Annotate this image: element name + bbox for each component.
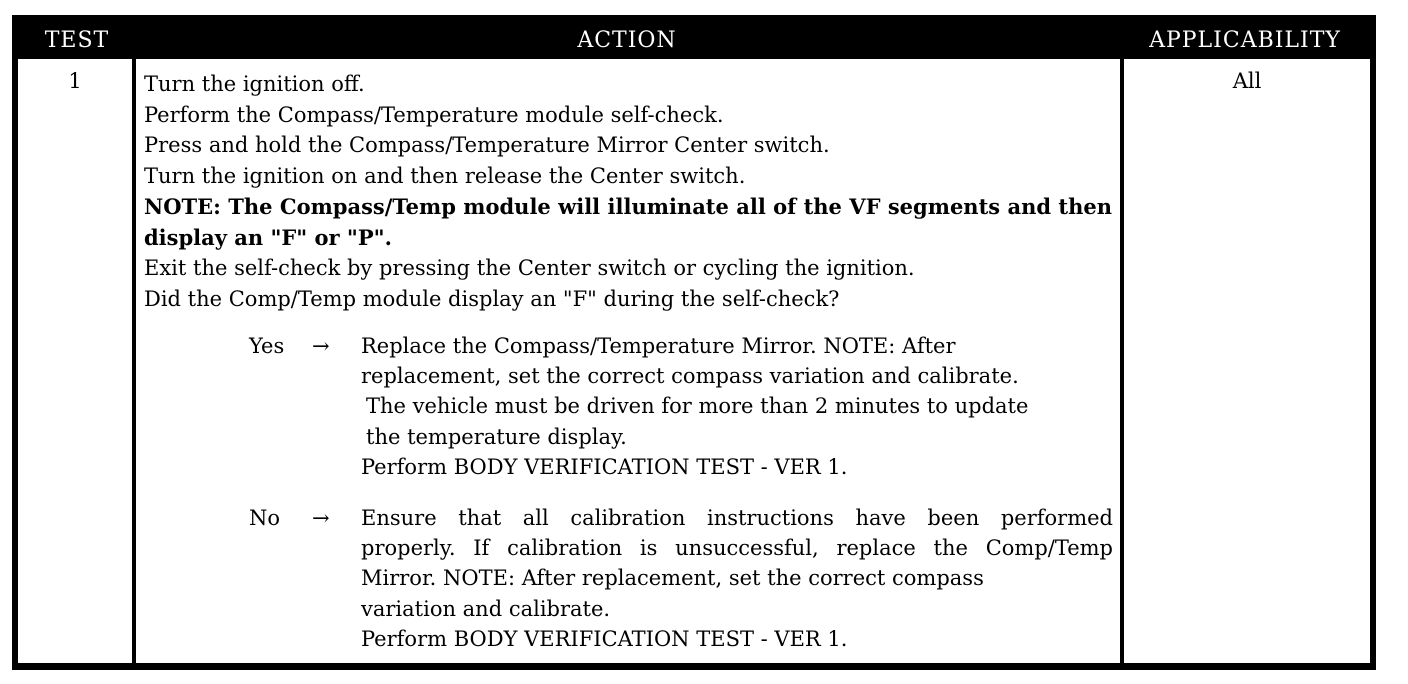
step-line: Turn the ignition on and then release the Center switch. xyxy=(144,164,746,189)
step-line: Turn the ignition off. xyxy=(144,72,365,96)
yes-line: the temperature display. xyxy=(366,424,627,449)
test-number: 1 xyxy=(68,69,82,93)
question-line: Did the Comp/Temp module display an "F" during the self-check? xyxy=(144,286,840,311)
no-line: Ensure that all calibration instructions have been performed xyxy=(361,506,1113,530)
test-cell xyxy=(18,59,132,663)
applicability-cell xyxy=(1124,59,1370,663)
header-action: ACTION xyxy=(577,28,677,53)
action-steps xyxy=(144,69,1112,315)
no-line: Perform BODY VERIFICATION TEST - VER 1. xyxy=(361,626,848,651)
yes-instructions xyxy=(361,331,1113,482)
yes-line: The vehicle must be driven for more than 2 minutes to update xyxy=(366,394,1029,419)
action-cell xyxy=(136,59,1120,663)
step-line: Perform the Compass/Temperature module self-check. xyxy=(144,102,724,127)
step-line: Exit the self-check by pressing the Center switch or cycling the ignition. xyxy=(144,256,915,281)
no-label: No xyxy=(249,506,281,530)
no-line: properly. If calibration is unsuccessful, replace the Comp/Temp xyxy=(361,536,1113,561)
header-applicability: APPLICABILITY xyxy=(1149,28,1341,53)
arrow-right-icon: → xyxy=(312,334,330,358)
note-text: NOTE: The Compass/Temp module will illuminate all of the VF segments and then display an "F" or "P". xyxy=(144,193,1112,250)
yes-line: replacement, set the correct compass variation and calibrate. xyxy=(361,364,1019,389)
no-line: Mirror. NOTE: After replacement, set the correct compass xyxy=(361,566,984,591)
no-line: variation and calibrate. xyxy=(361,596,611,621)
header-test: TEST xyxy=(44,28,110,53)
applicability-value: All xyxy=(1232,69,1262,93)
diagnostic-table xyxy=(12,15,1376,670)
yes-label: Yes xyxy=(249,334,285,358)
yes-line: Replace the Compass/Temperature Mirror. NOTE: After xyxy=(361,334,956,358)
step-line: Press and hold the Compass/Temperature Mirror Center switch. xyxy=(144,133,830,158)
arrow-right-icon: → xyxy=(312,506,330,530)
no-instructions xyxy=(361,503,1113,654)
yes-line: Perform BODY VERIFICATION TEST - VER 1. xyxy=(361,454,848,479)
